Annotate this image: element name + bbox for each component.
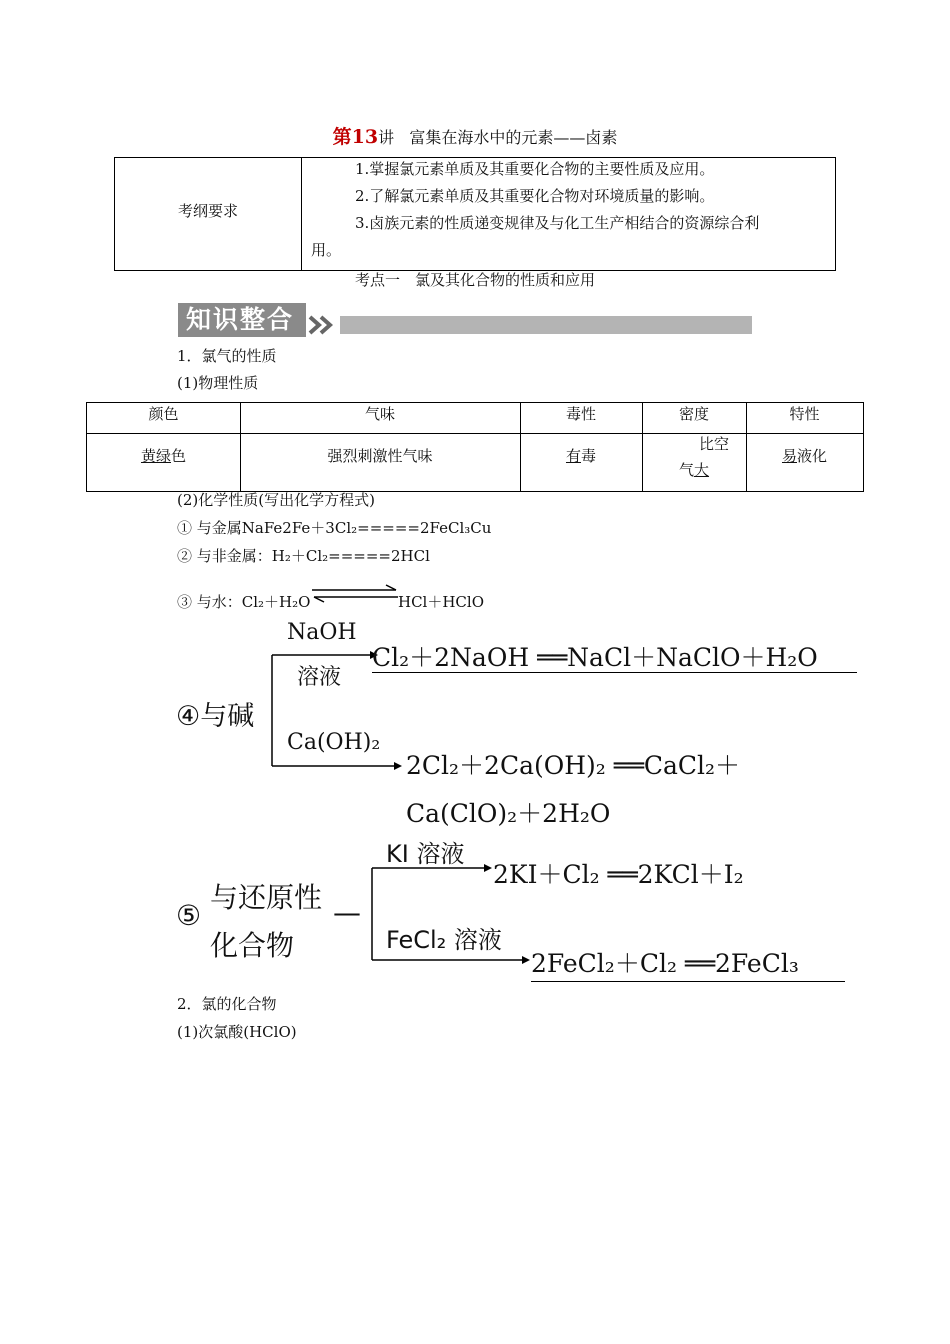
requirement-item-2: 2.了解氯元素单质及其重要化合物对环境质量的影响。 <box>355 187 715 205</box>
reaction-nonmetal: ② 与非金属：H₂＋Cl₂=====2HCl <box>177 547 430 565</box>
cell-property-rest: 液化 <box>797 447 828 465</box>
cell-color-rest: 色 <box>171 447 187 465</box>
banner-bar <box>340 316 752 334</box>
header-color: 颜色 <box>148 405 179 423</box>
reaction-metal: ① 与金属NaFe2Fe＋3Cl₂=====2FeCl₃Cu <box>177 519 492 537</box>
reaction-water-right: HCl＋HClO <box>398 593 485 611</box>
header-density: 密度 <box>678 405 709 423</box>
equation-naoh: Cl₂＋2NaOH ══NaCl＋NaClO＋H₂O <box>372 643 818 672</box>
section-title: 考点一 氯及其化合物的性质和应用 <box>354 271 595 289</box>
reducing-number: ⑤ <box>176 899 202 932</box>
naoh-condition-solution: 溶液 <box>297 665 342 690</box>
row-divider <box>87 433 863 434</box>
reducing-dash: — <box>333 896 361 929</box>
requirements-table <box>114 157 836 271</box>
reducing-label-line2: 化合物 <box>210 929 295 962</box>
cell-toxicity-rest: 毒 <box>581 447 597 465</box>
cell-smell: 强烈刺激性气味 <box>327 447 433 465</box>
requirement-item-4: 用。 <box>311 241 342 259</box>
title-suffix: 讲 <box>378 128 395 147</box>
physical-properties-table <box>86 402 864 492</box>
cell-property-answer: 易 <box>781 447 797 465</box>
header-smell: 气味 <box>364 405 395 423</box>
title-prefix: 第 <box>332 126 352 148</box>
equation-fecl2: 2FeCl₂＋Cl₂ ══2FeCl₃ <box>531 949 799 978</box>
cell-toxicity-answer: 有 <box>565 447 581 465</box>
chemical-properties-title: (2)化学性质(写出化学方程式) <box>177 491 375 509</box>
cell-density-answer: 大 <box>694 461 710 479</box>
equation-caoh-part2: Ca(ClO)₂＋2H₂O <box>406 799 611 828</box>
section-2-title: 2．氯的化合物 <box>177 995 277 1013</box>
table-divider <box>301 158 302 270</box>
title-text: 富集在海水中的元素——卤素 <box>409 128 618 147</box>
page-title <box>0 122 950 149</box>
cell-color <box>87 445 240 467</box>
section-1-title: 1．氯气的性质 <box>177 347 277 365</box>
answer-underline <box>531 981 845 982</box>
requirements-label: 考纲要求 <box>177 202 238 220</box>
answer-underline <box>372 672 857 673</box>
cell-property <box>746 445 863 467</box>
naoh-condition: NaOH <box>287 620 357 645</box>
double-chevron-icon <box>308 314 340 336</box>
fecl2-condition: FeCl₂ 溶液 <box>386 926 502 954</box>
physical-properties-title: (1)物理性质 <box>177 374 259 392</box>
requirement-item-3: 3.卤族元素的性质递变规律及与化工生产相结合的资源综合利 <box>355 214 760 232</box>
cell-density-line1: 比空 <box>699 435 730 453</box>
cell-color-answer: 黄绿 <box>140 447 171 465</box>
equation-ki: 2KI＋Cl₂ ══2KCl＋I₂ <box>493 860 744 889</box>
cell-toxicity <box>520 445 642 467</box>
header-toxicity: 毒性 <box>565 405 596 423</box>
equation-caoh-part1: 2Cl₂＋2Ca(OH)₂ ══CaCl₂＋ <box>406 751 741 780</box>
hclo-title: (1)次氯酸(HClO) <box>177 1023 297 1041</box>
header-property: 特性 <box>789 405 820 423</box>
reaction-water-left: ③ 与水：Cl₂＋H₂O <box>177 593 311 611</box>
title-number: 13 <box>351 126 379 148</box>
cell-density-line2 <box>679 459 709 481</box>
ki-condition: KI 溶液 <box>386 840 465 868</box>
equilibrium-arrow-icon <box>310 584 400 604</box>
cell-density-pre: 气 <box>679 461 695 479</box>
caoh-condition: Ca(OH)₂ <box>287 730 381 755</box>
reducing-label-line1: 与还原性 <box>210 881 323 914</box>
requirement-item-1: 1.掌握氯元素单质及其重要化合物的主要性质及应用。 <box>355 160 715 178</box>
base-label: ④与碱 <box>176 701 255 732</box>
banner-title: 知识整合 <box>186 305 295 334</box>
